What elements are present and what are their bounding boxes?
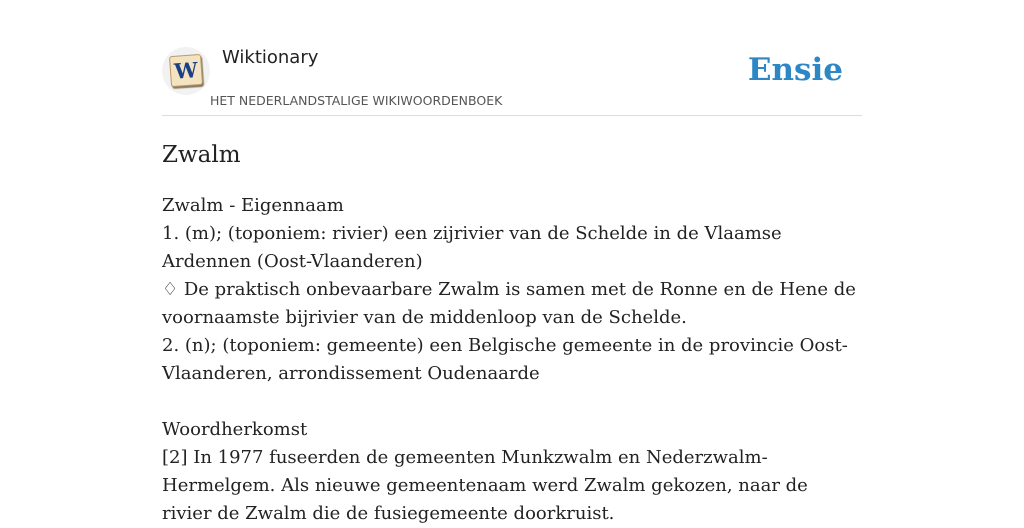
site-title[interactable]: Wiktionary	[222, 47, 319, 68]
part-of-speech-line: Zwalm - Eigennaam	[162, 195, 344, 216]
example-sentence: ♢ De praktisch onbevaarbare Zwalm is samen met de Ronne en de Hene de voornaamste bijrivier van de middenloop van de Schelde.	[162, 279, 856, 328]
site-header	[162, 0, 862, 116]
definition-2: 2. (n); (toponiem: gemeente) een Belgische gemeente in de provincie Oost-Vlaanderen, arrondissement Oudenaarde	[162, 335, 848, 384]
logo-tile	[169, 54, 203, 87]
etymology-heading: Woordherkomst	[162, 419, 308, 440]
page	[162, 0, 862, 524]
wiktionary-logo-icon[interactable]	[162, 47, 210, 95]
etymology-text: [2] In 1977 fuseerden de gemeenten Munkzwalm en Nederzwalm-Hermelgem. Als nieuwe gemeentenaam werd Zwalm gekozen, naar de rivier de Zwalm die de fusiegemeente doorkruist.	[162, 447, 808, 524]
logo-letter: W	[173, 57, 199, 84]
entry-title: Zwalm	[162, 142, 241, 168]
section-gap	[162, 388, 862, 416]
ensie-brand-link[interactable]: Ensie	[747, 52, 843, 88]
entry-content	[162, 192, 862, 528]
site-tagline: HET NEDERLANDSTALIGE WIKIWOORDENBOEK	[210, 93, 503, 108]
definition-1: 1. (m); (toponiem: rivier) een zijrivier van de Schelde in de Vlaamse Ardennen (Oost-Vlaanderen)	[162, 223, 782, 272]
